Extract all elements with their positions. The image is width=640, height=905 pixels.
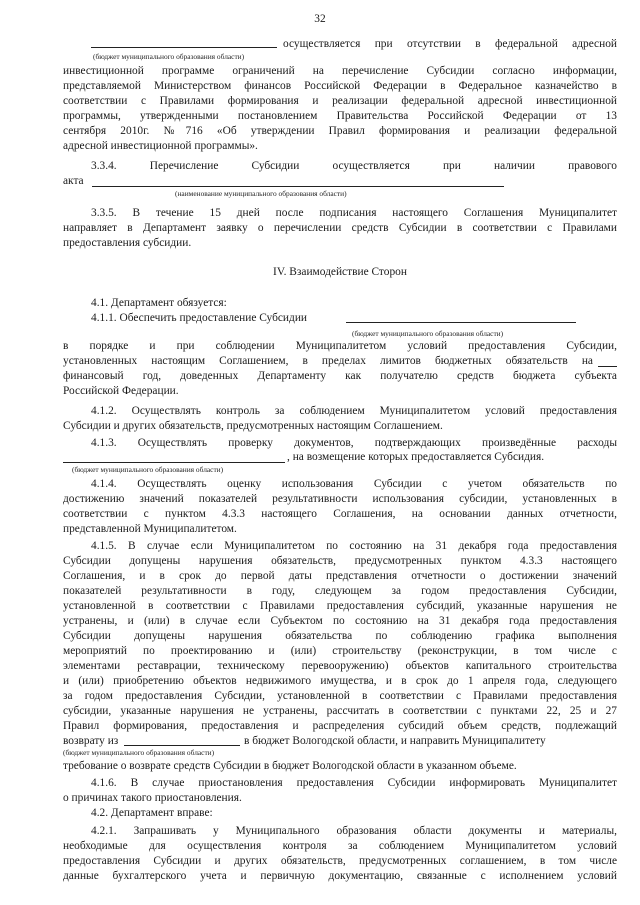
text-line: установленных настоящим Соглашением, в пределах лимитов бюджетных обязательств на [63, 355, 593, 367]
text-line: необходимые для осуществления контроля за соблюдением Муниципалитетом условий [63, 840, 617, 852]
text-line: требование о возврате средств Субсидии в бюджет Вологодской области в указанном объеме. [63, 760, 517, 772]
caption: (бюджет муниципального образования области) [93, 52, 245, 61]
text-line: , на возмещение которых предоставляется Субсидия. [287, 451, 545, 463]
text-line: сентября 2010г. №716 «Об утверждении Правил формирования и реализации федеральной [63, 125, 617, 137]
text-line: 3.3.4. Перечисление Субсидии осуществляется при наличии правового [91, 160, 617, 172]
text-line: установленной в соответствии с Правилами предоставления субсидий, указанные нарушения не [63, 600, 617, 612]
blank-line [92, 186, 504, 187]
text-line: о причинах такого приостановления. [63, 792, 242, 804]
blank-line [124, 745, 240, 746]
text-line: 4.2.1. Запрашивать у Муниципального образования области документы и материалы, [91, 825, 617, 837]
text-line: акта [63, 175, 84, 187]
text-line: Субсидии и других обязательств, предусмотренных настоящим Соглашением. [63, 420, 443, 432]
text-line: в бюджет Вологодской области, и направить Муниципалитету [244, 735, 546, 747]
text-line: 4.1.3. Осуществлять проверку документов, подтверждающих произведённые расходы [91, 437, 617, 449]
blank-line [63, 462, 285, 463]
text-line: устранены, и (или) в случае если Субъектом по состоянию на 31 декабря года предоставления [63, 615, 617, 627]
text-line: Правил формирования, предоставления и распределения субсидий объем средств, подлежащий [63, 720, 617, 732]
text-line: представляемой Министерством финансов Российской Федерации в Федеральное казначейство в [63, 80, 617, 92]
text-line: возврату из [63, 735, 119, 747]
text-line: направляет в Департамент заявку о перечислении средств Субсидии в соответствии с Правилами [63, 222, 617, 234]
text-line: предоставления Субсидии и других обязательств, предусмотренных соглашением, в том числе [63, 855, 617, 867]
text-line: осуществляется при отсутствии в федеральной адресной [283, 38, 617, 50]
text-line: представленной Муниципалитетом. [63, 523, 237, 535]
text-line: за годом предоставления Субсидии, установленной в соответствии с Правилами предоставления [63, 690, 617, 702]
text-line: соответствии с пунктом 4.3.3 настоящего Соглашения, на основании данных отчетности, [63, 508, 617, 520]
text-line: 4.1.6. В случае приостановления предоставления Субсидии информировать Муниципалитет [91, 777, 617, 789]
caption: (наименование муниципального образования области) [175, 189, 347, 198]
text-line: финансовый год, доведенных Департаменту как получателю средств бюджета субъекта [63, 370, 617, 382]
text-line: и (или) приобретению объектов недвижимого имущества, и в срок до 1 апреля года, следующего [63, 675, 617, 687]
text-line: элементами реставрации, техническому перевооружению) объектов капитального строительства [63, 660, 617, 672]
text-line: Субсидии допущены нарушения обязательства по соблюдению графика выполнения [63, 630, 617, 642]
section-heading: IV. Взаимодействие Сторон [273, 266, 407, 278]
blank-line [346, 322, 576, 323]
text-line: соответствии с Правилами формирования и реализации федеральной адресной инвестиционной [63, 95, 617, 107]
text-line: Субсидии допущены нарушения обязательств, предусмотренных пунктом 4.3.3 настоящего [63, 555, 617, 567]
text-line: 4.1.4. Осуществлять оценку использования Субсидии с учетом обязательств по [91, 478, 617, 490]
text-line: инвестиционной программе ограничений на перечисление Субсидии согласно информации, [63, 65, 617, 77]
page-number: 32 [314, 13, 326, 25]
text-line: 4.1.2. Осуществлять контроль за соблюдением Муниципалитетом условий предоставления [91, 405, 617, 417]
text-line: мероприятий по проектированию и (или) строительству (реконструкции, в том числе с [63, 645, 617, 657]
text-line: Российской Федерации. [63, 385, 179, 397]
text-line: 3.3.5. В течение 15 дней после подписания настоящего Соглашения Муниципалитет [91, 207, 617, 219]
caption: (бюджет муниципального образования области) [63, 748, 215, 757]
caption: (бюджет муниципального образования области) [352, 329, 504, 338]
text-line: программы, утвержденными постановлением Правительства Российской Федерации от 13 [63, 110, 617, 122]
blank-line [91, 47, 277, 48]
text-line: 4.1.5. В случае если Муниципалитетом по состоянию на 31 декабря года предоставления [91, 540, 617, 552]
text-line: 4.1. Департамент обязуется: [91, 297, 227, 309]
blank-line [598, 366, 617, 367]
text-line: данные бухгалтерского учета и первичную документацию, связанные с исполнением условий [63, 870, 617, 882]
caption: (бюджет муниципального образования области) [72, 465, 224, 474]
text-line: субсидии, указанные нарушения не устранены, рассчитать в соответствии с пунктами 22, 25 и 27 [63, 705, 617, 717]
text-line: достижению значений показателей результативности использования субсидии, установленных в [63, 493, 617, 505]
text-line: показателей результативности в году, следующем за годом предоставления Субсидии, [63, 585, 617, 597]
text-line: адресной инвестиционной программы». [63, 140, 258, 152]
text-line: в порядке и при соблюдении Муниципалитетом условий предоставления Субсидии, [63, 340, 617, 352]
text-line: 4.1.1. Обеспечить предоставление Субсидии [91, 312, 308, 324]
text-line: Соглашения, и в срок до первой даты представления отчетности о достижении значений [63, 570, 617, 582]
text-line: предоставления субсидии. [63, 237, 192, 249]
text-line: 4.2. Департамент вправе: [91, 807, 213, 819]
